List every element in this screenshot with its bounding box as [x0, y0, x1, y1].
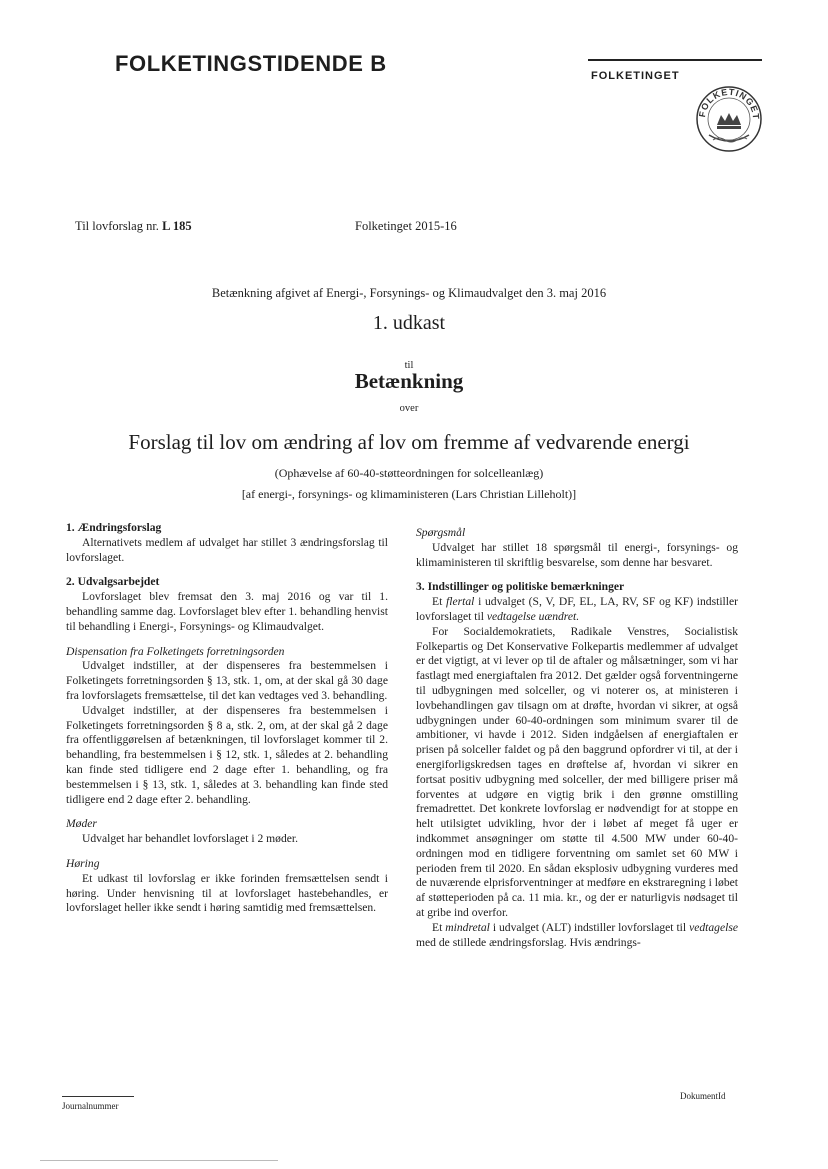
- lovforslag-prefix: Til lovforslag nr.: [75, 219, 159, 233]
- moder-body: Udvalget har behandlet lovforslaget i 2 møder.: [82, 832, 299, 846]
- dispensation-paragraph: Udvalget indstiller, at der dispenseres fra bestemmelsen i Folketingets forretningsorden § 8 a, stk. 2, om, at der skal gå 2 dage fra offentliggørelsen af betænkningen, til lovforslaget kommer til 2. behandling, fra bestemmelsen i § 12, stk. 1, således at 2. behandling kan finde sted tidligere end 2 dage efter 1. behandling, og fra bestemmelsen i § 13, stk. 1, således at 3. behandling kan finde sted tidligere end 2 dage efter 2. behandling.: [66, 703, 388, 806]
- dispensation-title: Dispensation fra Folketingets forretningsorden: [66, 644, 285, 658]
- section-3-minority: Et mindretal i udvalget (ALT) indstiller lovforslaget til vedtagelse med de stillede ændringsforslag. Hvis ændrings-: [416, 920, 738, 949]
- lovforslag-number: [75, 219, 192, 234]
- bottom-rule: [40, 1160, 278, 1161]
- over-label: over: [399, 403, 419, 414]
- moder-title: Møder: [66, 817, 97, 831]
- footer-rule: [62, 1096, 134, 1097]
- til-label: til: [404, 360, 414, 371]
- afgivet-line: Betænkning afgivet af Energi-, Forsynings- og Klimaudvalget den 3. maj 2016: [211, 286, 607, 300]
- header-rule: [588, 59, 762, 61]
- document-id-label: DokumentId: [680, 1091, 726, 1101]
- dispensation-paragraph: Udvalget indstiller, at der dispenseres fra bestemmelsen i Folketingets forretningsorden § 13, stk. 1, om, at der skal gå 30 dage fra lovforslagets fremsættelse, til det kan vedtages ved 3. behandling.: [66, 659, 388, 702]
- section-1-body: Alternativets medlem af udvalget har stillet 3 ændringsforslag til lovforslaget.: [66, 535, 388, 564]
- sporgsmal-title: Spørgsmål: [416, 526, 466, 539]
- folketinget-seal-icon: [695, 85, 763, 153]
- section-2-title: 2. Udvalgsarbejdet: [66, 575, 160, 589]
- bill-subtitle: (Ophævelse af 60-40-støtteordningen for solcelleanlæg): [274, 466, 544, 480]
- section-2-body: Lovforslaget blev fremsat den 3. maj 2016 og var til 1. behandling samme dag. Lovforslaget blev efter 1. behandling henvist til behandling i Energi-, Forsynings- og Klimaudvalget.: [66, 590, 388, 633]
- horing-title: Høring: [66, 856, 100, 870]
- section-3-majority: Et flertal i udvalget (S, V, DF, EL, LA, RV, SF og KF) indstiller lovforslaget til vedtagelse uændret.: [416, 595, 738, 623]
- right-column: [416, 526, 738, 950]
- bill-title: Forslag til lov om ændring af lov om fremme af vedvarende energi: [128, 430, 690, 454]
- draft-label: 1. udkast: [372, 312, 446, 334]
- left-column: [66, 521, 388, 916]
- section-3-title: 3. Indstillinger og politiske bemærkninger: [416, 580, 625, 594]
- session-label: Folketinget 2015-16: [355, 219, 457, 233]
- lovforslag-id: L 185: [162, 219, 192, 233]
- svg-text:FOLKETINGET: FOLKETINGET: [696, 86, 762, 121]
- section-3-remarks: For Socialdemokratiets, Radikale Venstres, Socialistisk Folkepartis og Det Konservative Folkepartis medlemmer af udvalget er det vigtigt, at vi lever op til de aftaler og målsætninger, som vi har fastlagt med energiaftalen fra 2012. Det gælder også forventningerne til udbygningen med solceller, og vi noterer os, at ministeren i lovbehandlingen gav tilsagn om at drøfte, hvordan vi sikrer, at også udbygningen under 60-40-ordningen som minimum svarer til de ambitioner, vi havde i 2012. Siden indgåelsen af energiaftalen er prisen på solceller faldet og på den baggrund opfordrer vi til, at der i energiforligskredsen tages en drøftelse af, hvordan vi sikrer en fortsat positiv udbygning med solceller, der med billigere priser må forventes at udgøre en vigtig brik i den grønne omstilling fremadrettet. Det konkrete lovforslag er nødvendigt for at stoppe en helt utilsigtet udvikling, hvor der i løbet af meget få uger er indkommet ansøgninger om støtte til 4.500 MW under 60-40-ordningen mod en tidligere forventning om samlet set 60 MW i perioden frem til 2020. En sådan eksplosiv udbygning vurderes med de nuværende elprisforventninger at medføre en ekstraregning i løbet af støtteperioden på ca. 11 mia. kr., og der er naturligvis nødsaget til at gribe ind overfor.: [416, 624, 738, 919]
- publication-title: FOLKETINGSTIDENDE B: [115, 51, 387, 76]
- report-heading: Betænkning: [354, 369, 464, 393]
- section-1-title: 1. Ændringsforslag: [66, 521, 162, 534]
- sporgsmal-body: Udvalget har stillet 18 spørgsmål til energi-, forsynings- og klimaministeren til skriftlig besvarelse, som denne har besvaret.: [416, 540, 738, 569]
- horing-body: Et udkast til lovforslag er ikke forinden fremsættelsen sendt i høring. Under henvisning til at lovforslaget hastebehandles, er lovforslaget heller ikke sendt i høring samtidig med fremsættelsen.: [66, 871, 388, 915]
- journal-number-label: Journalnummer: [62, 1101, 119, 1111]
- minister-line: [af energi-, forsynings- og klimaministeren (Lars Christian Lilleholt)]: [241, 487, 577, 501]
- org-name: FOLKETINGET: [591, 70, 680, 82]
